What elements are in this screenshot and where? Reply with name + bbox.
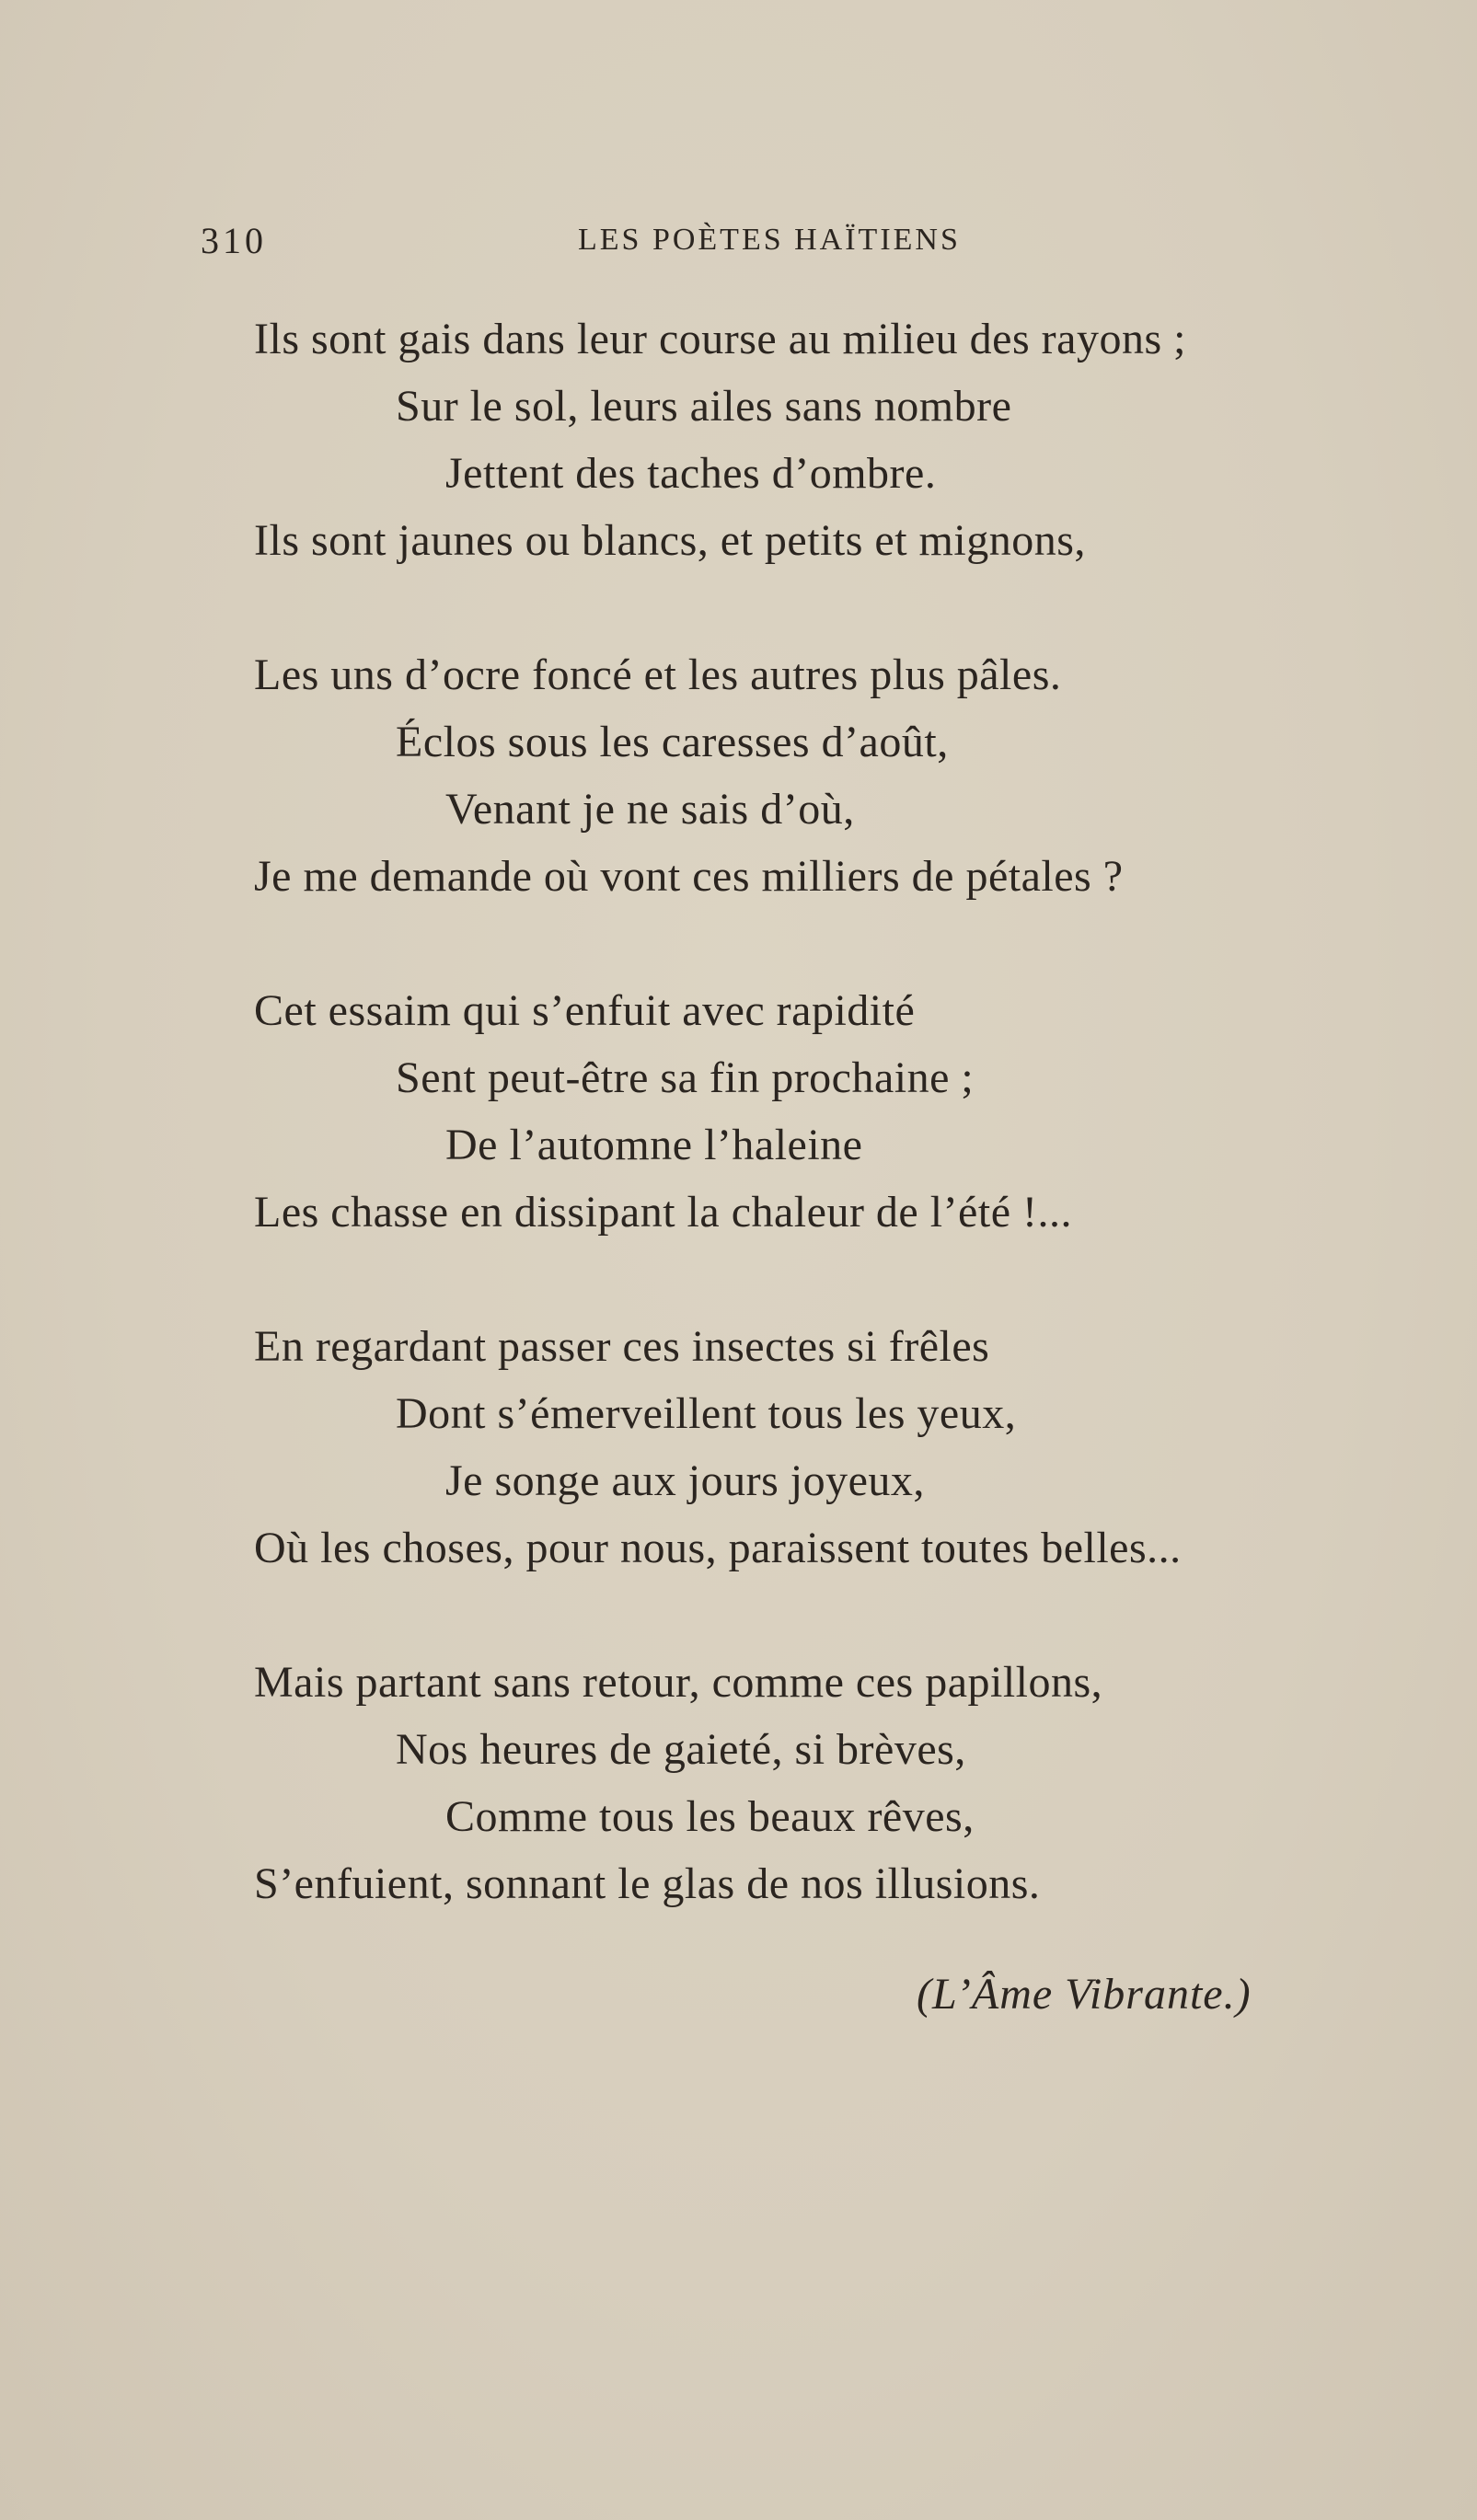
page-number: 310 [201,220,267,261]
poem-line: Où les choses, pour nous, paraissent toutes belles... [254,1524,1182,1572]
poem-line: Venant je ne sais d’où, [445,785,855,834]
poem-line: Je me demande où vont ces milliers de pétales ? [254,852,1124,901]
poem-line: Comme tous les beaux rêves, [445,1792,975,1841]
poem-line: Jettent des taches d’ombre. [445,449,937,498]
poem-line: Dont s’émerveillent tous les yeux, [396,1389,1017,1438]
page-header [201,219,1287,274]
poem-line: Sent peut-être sa fin prochaine ; [396,1053,975,1102]
stanza-4 [254,1313,1377,1582]
poem-line: Éclos sous les caresses d’août, [396,718,949,766]
poem-line: Nos heures de gaieté, si brèves, [396,1725,966,1774]
poem-line: Cet essaim qui s’enfuit avec rapidité [254,986,916,1035]
poem-line: De l’automne l’haleine [445,1121,863,1169]
poem-line: Sur le sol, leurs ailes sans nombre [396,382,1012,431]
poem-source: (L’Âme Vibrante.) [917,1970,1252,2019]
running-head: LES POÈTES HAÏTIENS [578,223,961,257]
stanza-5 [254,1649,1377,1917]
poem [254,305,1377,1985]
poem-line: En regardant passer ces insectes si frêles [254,1322,990,1371]
poem-line: S’enfuient, sonnant le glas de nos illusions. [254,1859,1041,1908]
poem-line: Mais partant sans retour, comme ces papillons, [254,1658,1103,1707]
poem-line: Ils sont jaunes ou blancs, et petits et mignons, [254,516,1086,565]
stanza-2 [254,641,1377,910]
stanza-1 [254,305,1377,574]
poem-line: Les chasse en dissipant la chaleur de l’été !... [254,1188,1072,1237]
poem-line: Ils sont gais dans leur course au milieu des rayons ; [254,315,1186,363]
poem-line: Je songe aux jours joyeux, [445,1456,925,1505]
stanza-3 [254,977,1377,1246]
poem-line: Les uns d’ocre foncé et les autres plus pâles. [254,650,1062,699]
